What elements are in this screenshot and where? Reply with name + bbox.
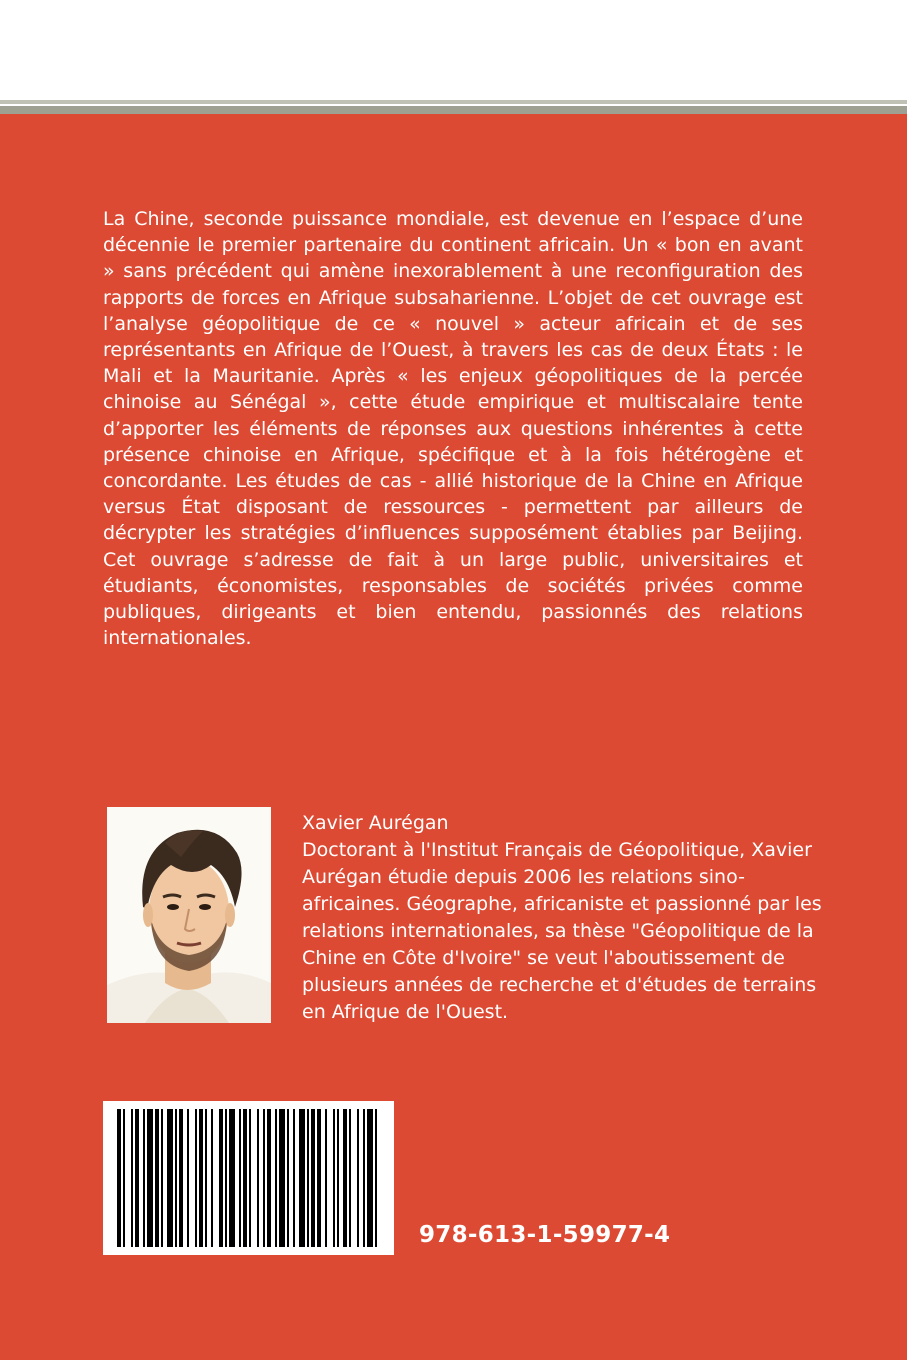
barcode-bar (317, 1109, 321, 1247)
barcode-bar (257, 1109, 259, 1247)
barcode-bar (195, 1109, 197, 1247)
author-bio: Doctorant à l'Institut Français de Géopolitique, Xavier Aurégan étudie depuis 2006 les relations sino-africaines. Géographe, africaniste et passionné par les relations internationales, sa thèse "Géopolitique de la Chine en Côte d'Ivoire" se veut l'aboutissement de plusieurs années de recherche et d'études de terrains en Afrique de l'Ouest. (302, 839, 822, 1023)
decorative-stripe (0, 100, 907, 114)
barcode-bar (211, 1109, 213, 1247)
barcode-bar (123, 1109, 125, 1247)
author-portrait-image (107, 807, 271, 1023)
barcode-bar (249, 1109, 251, 1247)
barcode-bar (357, 1109, 359, 1247)
barcode-bar (263, 1109, 265, 1247)
barcode-bar (363, 1109, 365, 1247)
isbn-number: 978-613-1-59977-4 (419, 1222, 671, 1248)
barcode-bar (343, 1109, 347, 1247)
barcode-bar (199, 1109, 203, 1247)
barcode-bar (229, 1109, 235, 1247)
barcode-bar (167, 1109, 173, 1247)
barcode-bar (147, 1109, 153, 1247)
barcode-bar (325, 1109, 327, 1247)
author-photo (107, 807, 271, 1023)
barcode-bar (337, 1109, 339, 1247)
barcode-bar (293, 1109, 295, 1247)
barcode-bar (299, 1109, 305, 1247)
barcode-bar (279, 1109, 285, 1247)
barcode-bar (275, 1109, 277, 1247)
barcode-bar (311, 1109, 315, 1247)
barcode-bar (307, 1109, 309, 1247)
author-name: Xavier Aurégan (302, 812, 449, 834)
barcode-bar (225, 1109, 227, 1247)
barcode-bar (267, 1109, 271, 1247)
author-bio-block (302, 810, 822, 1026)
barcode-bar (219, 1109, 223, 1247)
barcode-bar (333, 1109, 335, 1247)
barcode-bar (205, 1109, 207, 1247)
barcode-bar (143, 1109, 145, 1247)
barcode-bar (375, 1109, 377, 1247)
barcode-bars (103, 1101, 394, 1255)
barcode-bar (239, 1109, 241, 1247)
barcode-bar (187, 1109, 189, 1247)
barcode-bar (287, 1109, 289, 1247)
barcode-bar (161, 1109, 163, 1247)
top-margin (0, 0, 907, 100)
barcode-bar (117, 1109, 121, 1247)
barcode-bar (179, 1109, 183, 1247)
barcode (103, 1101, 394, 1255)
book-blurb: La Chine, seconde puissance mondiale, est devenue en l’espace d’une décennie le premier partenaire du continent africain. Un « bon en avant » sans précédent qui amène inexorablement à une reconfiguration des rapports de forces en Afrique subsaharienne. L’objet de cet ouvrage est l’analyse géopolitique de ce « nouvel » acteur africain et de ses représentants en Afrique de l’Ouest, à travers les cas de deux États : le Mali et la Mauritanie. Après « les enjeux géopolitiques de la percée chinoise au Sénégal », cette étude empirique et multiscalaire tente d’apporter les éléments de réponses aux questions inhérentes à cette présence chinoise en Afrique, spécifique et à la fois hétérogène et concordante. Les études de cas - allié historique de la Chine en Afrique versus État disposant de ressources - permettent par ailleurs de décrypter les stratégies d’influences supposément établies par Beijing. Cet ouvrage s’adresse de fait à un large public, universitaires et étudiants, économistes, responsables de sociétés privées comme publiques, dirigeants et bien entendu, passionnés des relations internationales. (103, 208, 803, 650)
barcode-bar (135, 1109, 139, 1247)
barcode-bar (243, 1109, 247, 1247)
barcode-bar (175, 1109, 177, 1247)
barcode-bar (155, 1109, 159, 1247)
barcode-bar (131, 1109, 133, 1247)
barcode-bar (367, 1109, 373, 1247)
barcode-bar (349, 1109, 351, 1247)
